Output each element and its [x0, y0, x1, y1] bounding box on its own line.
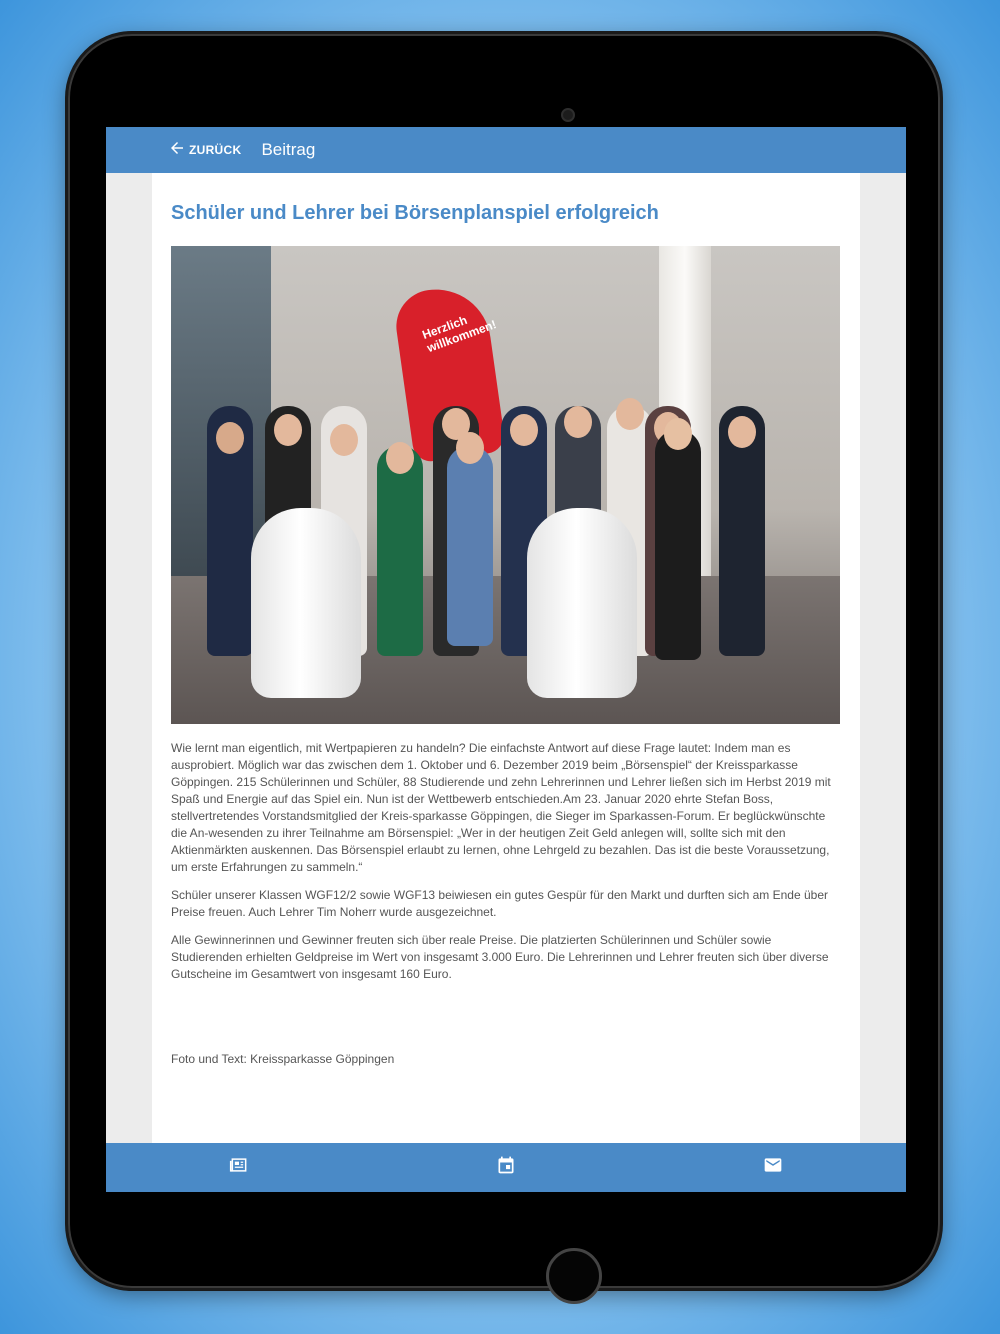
photo-person [377, 446, 423, 656]
photo-head [728, 416, 756, 448]
photo-head [510, 414, 538, 446]
home-button[interactable] [546, 1248, 602, 1304]
photo-bar-table [527, 508, 637, 698]
bottom-navigation [106, 1143, 906, 1192]
photo-head [564, 406, 592, 438]
photo-head [616, 398, 644, 430]
arrow-left-icon [168, 139, 186, 162]
article-photo [171, 246, 840, 724]
nav-news-button[interactable] [209, 1148, 269, 1188]
photo-head [664, 418, 692, 450]
app-bar [106, 127, 906, 173]
front-camera [561, 108, 575, 122]
calendar-icon [496, 1155, 516, 1180]
newspaper-icon [229, 1155, 249, 1180]
article-paragraph: Alle Gewinnerinnen und Gewinner freuten sich über reale Preise. Die platzierten Schülerinnen und Schüler sowie Studierenden erhielten Geldpreise im Wert von insgesamt 3.000 Euro. Die Lehrerinnen und Lehrer freuten sich über diverse Gutscheine im Gesamtwert von insgesamt 160 Euro. [171, 933, 829, 981]
photo-person [447, 446, 493, 646]
photo-head [330, 424, 358, 456]
page-title: Beitrag [261, 140, 316, 159]
photo-head [386, 442, 414, 474]
article-title: Schüler und Lehrer bei Börsenplanspiel erfolgreich [171, 202, 659, 224]
mail-icon [763, 1155, 783, 1180]
article-credit: Foto und Text: Kreissparkasse Göppingen [171, 1052, 395, 1066]
nav-mail-button[interactable] [743, 1148, 803, 1188]
nav-calendar-button[interactable] [476, 1148, 536, 1188]
article-paragraph: Wie lernt man eigentlich, mit Wertpapieren zu handeln? Die einfachste Antwort auf diese Frage lautet: Indem man es ausprobiert. Möglich war das zwischen dem 1. Oktober und 6. Dezember 2019 beim „Börsenspiel“ der Kreissparkasse Göppingen. 215 Schülerinnen und Schüler, 88 Studierende und zehn Lehrerinnen und Lehrer ließen sich im Herbst 2019 mit Spaß und Energie auf das Spiel ein. Nun ist der Wettbewerb entschieden.Am 23. Januar 2020 ehrte Stefan Boss, stellvertretendes Vorstandsmitglied der Kreis-sparkasse Göppingen, die Sieger im Sparkassen-Forum. Er beglückwünschte die An-wesenden zu ihrer Teilnahme am Börsenspiel: „Wer in der heutigen Zeit Geld anlegen will, sollte sich mit den Aktienmärkten auskennen. Das Börsenspiel erlaubt zu lernen, ohne Lehrgeld zu bezahlen. Das ist die beste Voraussetzung, um erste Erfahrungen zu sammeln.“ [171, 741, 831, 874]
article-paragraph: Schüler unserer Klassen WGF12/2 sowie WGF13 beiwiesen ein gutes Gespür für den Markt und durften sich am Ende über Preise freuen. Auch Lehrer Tim Noherr wurde ausgezeichnet. [171, 888, 828, 919]
photo-bar-table [251, 508, 361, 698]
back-label: ZURÜCK [189, 143, 242, 157]
article-body [171, 740, 840, 1068]
photo-head [274, 414, 302, 446]
app-screen [106, 127, 906, 1192]
photo-head [456, 432, 484, 464]
photo-person [655, 430, 701, 660]
back-button[interactable] [168, 139, 241, 162]
article-content [152, 173, 860, 1143]
photo-head [216, 422, 244, 454]
photo-banner-text: Herzlich willkommen! [420, 312, 499, 356]
